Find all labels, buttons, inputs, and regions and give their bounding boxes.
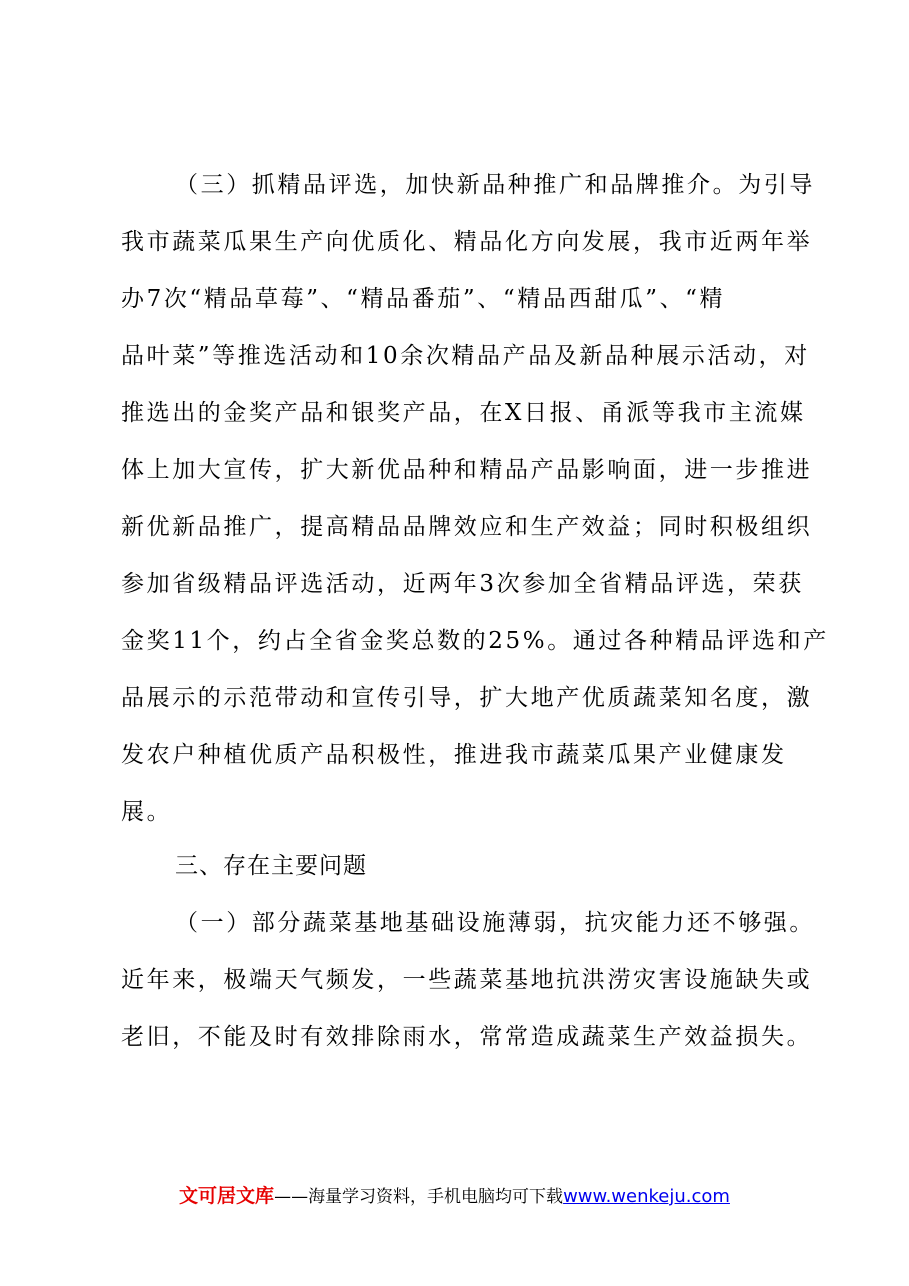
- paragraph-line: 新优新品推广，提高精品品牌效应和生产效益；同时积极组织: [121, 514, 813, 540]
- paragraph-line: 体上加大宣传，扩大新优品种和精品产品影响面，进一步推进: [121, 457, 813, 483]
- paragraph-line: 老旧，不能及时有效排除雨水，常常造成蔬菜生产效益损失。: [121, 1024, 813, 1050]
- paragraph-line: 品叶菜”等推选活动和10余次精品产品及新品种展示活动，对: [121, 343, 810, 369]
- paragraph-line: 参加省级精品评选活动，近两年3次参加全省精品评选，荣获: [121, 571, 804, 597]
- footer-link[interactable]: www.wenkeju.com: [563, 1186, 730, 1207]
- paragraph-line: 品展示的示范带动和宣传引导，扩大地产优质蔬菜知名度，激: [121, 685, 813, 711]
- paragraph-line: 金奖11个，约占全省金奖总数的25%。通过各种精品评选和产: [121, 628, 829, 654]
- paragraph-line: 推选出的金奖产品和银奖产品，在X日报、甬派等我市主流媒: [121, 400, 806, 426]
- paragraph-line: 发农户种植优质产品积极性，推进我市蔬菜瓜果产业健康发: [121, 742, 787, 768]
- paragraph-line: 我市蔬菜瓜果生产向优质化、精品化方向发展，我市近两年举: [121, 229, 813, 255]
- paragraph-line: （一）部分蔬菜基地基础设施薄弱，抗灾能力还不够强。: [175, 910, 815, 936]
- footer-banner: [0, 1183, 909, 1210]
- footer-tagline: ——海量学习资料，手机电脑均可下载: [274, 1187, 564, 1207]
- paragraph-line: （三）抓精品评选，加快新品种推广和品牌推介。为引导: [175, 172, 815, 198]
- paragraph-line: 展。: [121, 799, 173, 825]
- paragraph-line: 办7次“精品草莓”、“精品番茄”、“精品西甜瓜”、“精: [121, 286, 726, 312]
- section-heading: 三、存在主要问题: [175, 853, 367, 879]
- paragraph-line: 近年来，极端天气频发，一些蔬菜基地抗洪涝灾害设施缺失或: [121, 967, 813, 993]
- footer-brand: 文可居文库: [179, 1185, 275, 1207]
